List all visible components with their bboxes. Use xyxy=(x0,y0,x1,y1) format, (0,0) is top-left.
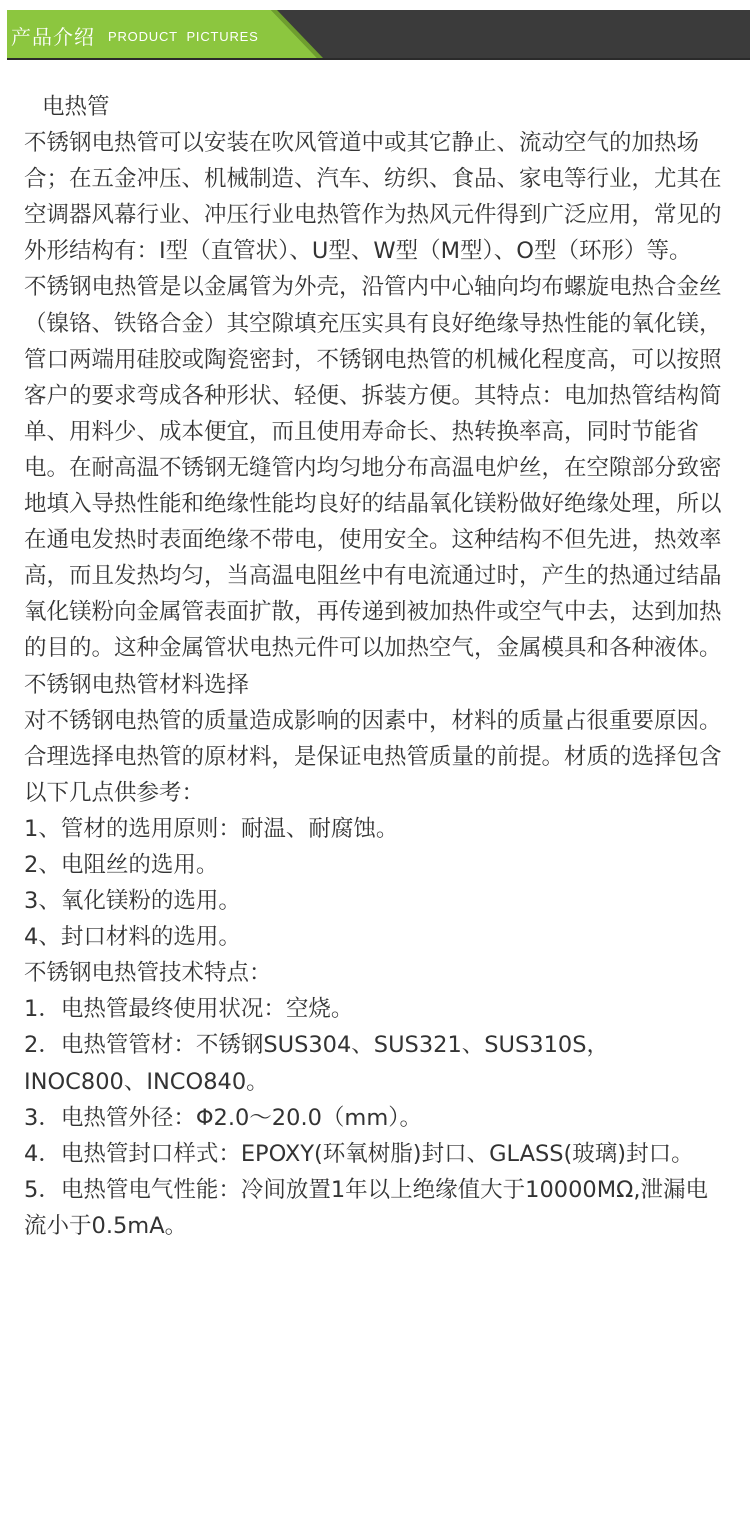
spec-item-5: 5．电热管电气性能：冷间放置1年以上绝缘值大于10000MΩ,泄漏电流小于0.5mA。 xyxy=(24,1176,708,1239)
materials-item-2: 2、电阻丝的选用。 xyxy=(24,851,219,878)
materials-item-1: 1、管材的选用原则：耐温、耐腐蚀。 xyxy=(24,815,399,842)
intro-paragraph: 不锈钢电热管可以安装在吹风管道中或其它静止、流动空气的加热场合；在五金冲压、机械制造、汽车、纺织、食品、家电等行业，尤其在空调器风幕行业、冲压行业电热管作为热风元件得到广泛应用，常见的外形结构有：I型（直管状）、U型、W型（M型）、O型（环形）等。 xyxy=(24,130,722,265)
spec-item-3: 3．电热管外径：Φ2.0～20.0（mm）。 xyxy=(24,1104,422,1131)
header-title-en: PRODUCT PICTURES xyxy=(108,29,259,44)
materials-item-3: 3、氧化镁粉的选用。 xyxy=(24,888,241,915)
structure-paragraph: 不锈钢电热管是以金属管为外壳，沿管内中心轴向均布螺旋电热合金丝（镍铬、铁铬合金）其空隙填充压实具有良好绝缘导热性能的氧化镁，管口两端用硅胶或陶瓷密封，不锈钢电热管的机械化程度高，可以按照客户的要求弯成各种形状、轻便、拆装方便。其特点：电加热管结构简单、用料少、成本便宜，而且使用寿命长、热转换率高，同时节能省电。在耐高温不锈钢无缝管内均匀地分布高温电炉丝，在空隙部分致密地填入导热性能和绝缘性能均良好的结晶氧化镁粉做好绝缘处理，所以在通电发热时表面绝缘不带电，使用安全。这种结构不但先进，热效率高，而且发热均匀，当高温电阻丝中有电流通过时，产生的热通过结晶氧化镁粉向金属管表面扩散，再传递到被加热件或空气中去，达到加热的目的。这种金属管状电热元件可以加热空气，金属模具和各种液体。 xyxy=(24,274,722,662)
spec-item-2: 2．电热管管材：不锈钢SUS304、SUS321、SUS310S，INOC800、INCO840。 xyxy=(24,1032,610,1095)
materials-paragraph: 对不锈钢电热管的质量造成影响的因素中，材料的质量占很重要原因。合理选择电热管的原材料，是保证电热管质量的前提。材质的选择包含以下几点供参考： xyxy=(24,707,722,806)
materials-heading: 不锈钢电热管材料选择 xyxy=(24,671,250,698)
product-name: 电热管 xyxy=(42,94,110,120)
product-description xyxy=(24,89,724,1244)
specs-heading: 不锈钢电热管技术特点： xyxy=(24,960,272,987)
materials-item-4: 4、封口材料的选用。 xyxy=(24,924,241,951)
header-title-cn: 产品介绍 xyxy=(11,25,95,49)
spec-item-4: 4．电热管封口样式：EPOXY(环氧树脂)封口、GLASS(玻璃)封口。 xyxy=(24,1140,694,1167)
section-header xyxy=(7,10,750,60)
spec-item-1: 1．电热管最终使用状况：空烧。 xyxy=(24,996,354,1023)
